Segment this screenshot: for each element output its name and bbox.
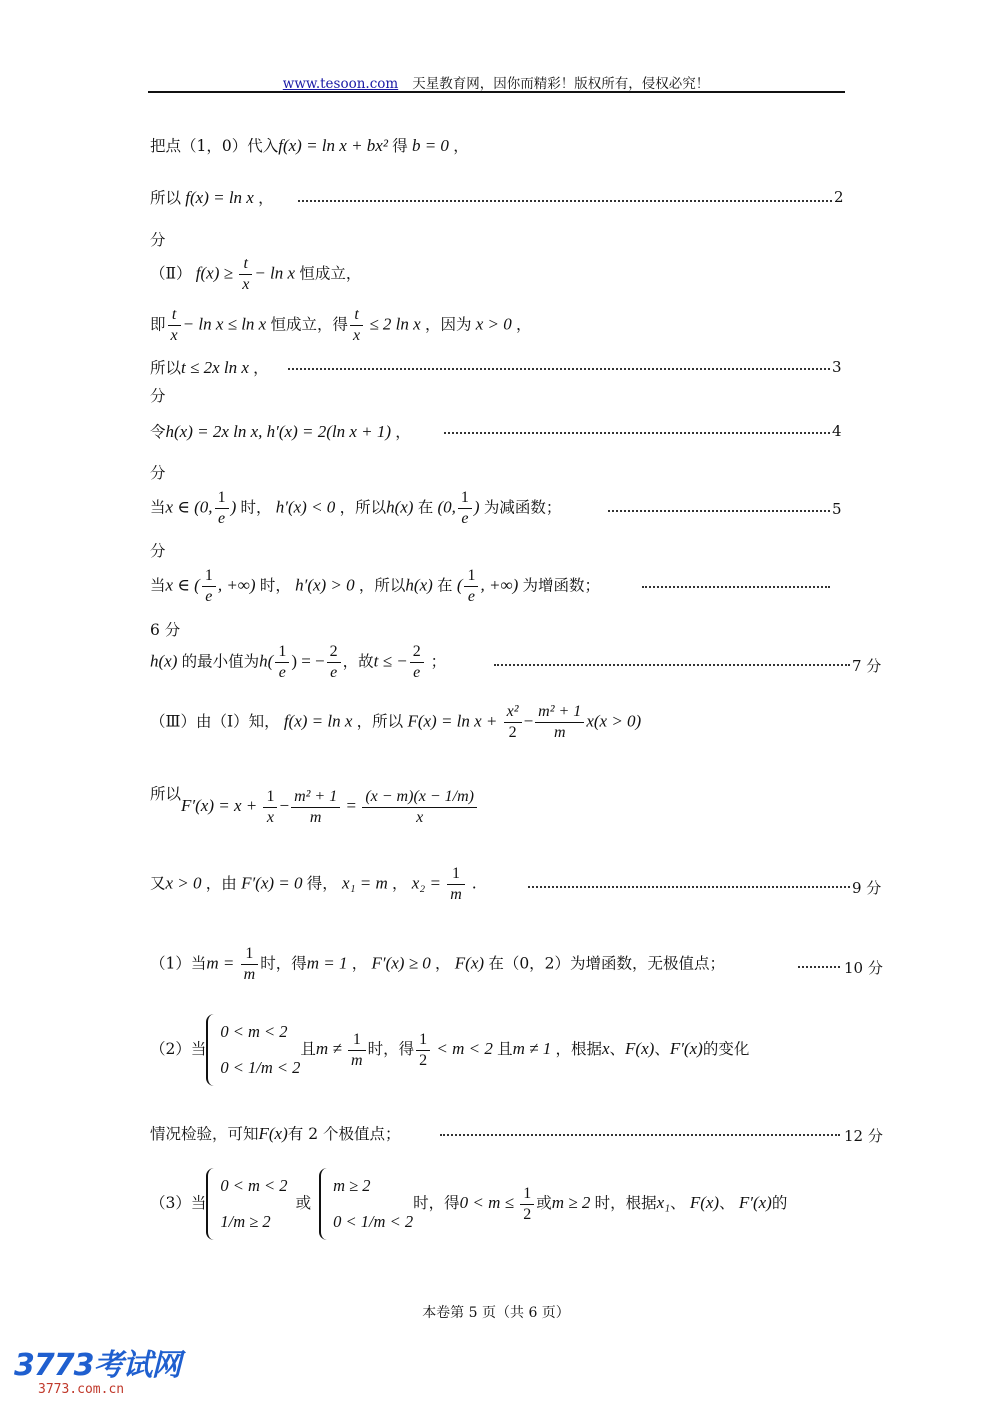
line-11: 分 xyxy=(150,542,166,560)
text: ，因为 xyxy=(424,315,472,334)
math-text: e xyxy=(278,664,286,681)
math-text: x xyxy=(242,276,250,293)
math-text: m xyxy=(243,966,256,983)
math-text: 1 xyxy=(458,488,472,509)
math-text: m xyxy=(450,886,462,903)
math-text: h(x) xyxy=(150,651,182,671)
math-text: x xyxy=(352,327,361,344)
page-header xyxy=(0,72,992,92)
math-text: = xyxy=(342,796,361,815)
text: ，由 xyxy=(205,874,237,893)
math-text xyxy=(202,566,216,607)
text: 的变化 xyxy=(702,1040,750,1058)
text: ； xyxy=(425,652,447,671)
text: 在 xyxy=(417,498,434,517)
line-7: 分 xyxy=(150,387,166,405)
math-text: 1 xyxy=(520,1184,534,1205)
text: ， xyxy=(258,189,274,207)
text: 恒成立， xyxy=(299,264,362,283)
text: ， xyxy=(516,315,532,334)
math-text: 0 < 1/m < 2 xyxy=(333,1212,414,1231)
math-text: , +∞) xyxy=(217,575,260,595)
line-2 xyxy=(150,186,274,208)
dot-leader xyxy=(444,432,830,434)
math-text: 1 xyxy=(416,1030,430,1051)
text: ，根据 xyxy=(555,1040,602,1058)
text: ，故 xyxy=(342,652,374,671)
text: 又 xyxy=(150,874,166,893)
text: （Ⅲ）由（Ⅰ）知， xyxy=(150,712,280,731)
text: （3）当 xyxy=(150,1194,207,1212)
math-text: x₂ = xyxy=(407,873,446,893)
line-14 xyxy=(150,642,446,683)
math-text xyxy=(215,488,229,529)
line-3: 分 xyxy=(150,231,166,249)
text: 在 xyxy=(437,576,453,595)
math-text: h( xyxy=(259,651,274,671)
score-mark: 2 xyxy=(834,188,844,206)
page-footer: 本卷第 5 页（共 6 页） xyxy=(422,1305,570,1321)
math-text: e xyxy=(413,664,421,681)
math-text: m ≥ 2 xyxy=(551,1193,595,1212)
math-text: 1 xyxy=(275,642,289,663)
line-8 xyxy=(150,420,411,442)
math-text: m ≠ xyxy=(315,1039,347,1058)
math-text: m² + 1 xyxy=(291,787,340,808)
math-text xyxy=(458,488,472,529)
text: 、 xyxy=(670,1194,686,1212)
math-text: x xyxy=(601,1039,610,1058)
math-text: f(x) = ln x xyxy=(181,188,259,207)
math-text xyxy=(241,944,259,985)
math-text: h′(x) < 0 xyxy=(271,497,340,517)
text: 或 xyxy=(295,1194,312,1212)
case-brace xyxy=(319,1168,413,1240)
logo-url: 3773.com.cn xyxy=(38,1382,125,1397)
math-text xyxy=(263,787,277,828)
text: 时，根据 xyxy=(594,1194,657,1212)
math-text xyxy=(447,864,465,905)
math-text xyxy=(520,1184,534,1225)
math-text: 0 < m ≤ xyxy=(459,1193,519,1212)
dot-leader xyxy=(298,200,832,202)
text: 恒成立，得 xyxy=(270,315,348,334)
line-15 xyxy=(150,702,641,743)
math-text: t xyxy=(168,305,181,326)
math-text: ( xyxy=(452,575,463,595)
text: 时，得 xyxy=(260,954,307,973)
math-text xyxy=(410,642,424,683)
dot-leader xyxy=(608,510,830,512)
math-text xyxy=(416,1030,430,1071)
line-21 xyxy=(150,1168,787,1240)
score-mark: 10 分 xyxy=(844,959,883,977)
math-text: < m < 2 xyxy=(432,1039,498,1058)
text: 、 xyxy=(654,1040,670,1058)
site-logo[interactable] xyxy=(14,1340,181,1397)
line-13: 6 分 xyxy=(150,621,181,639)
text: 令 xyxy=(150,423,166,441)
score-mark: 5 xyxy=(832,500,842,518)
text: ，所以 xyxy=(358,576,406,595)
text: （1）当 xyxy=(150,954,207,973)
text: 为增函数； xyxy=(522,576,601,595)
math-text: 1/m ≥ 2 xyxy=(220,1212,271,1231)
math-text: h′(x) > 0 xyxy=(290,575,359,595)
text: ， xyxy=(453,137,469,155)
math-text xyxy=(319,1168,331,1240)
math-text: m xyxy=(351,1051,363,1069)
text: 所以 xyxy=(150,785,182,803)
score-mark: 7 分 xyxy=(852,657,882,675)
dot-leader xyxy=(798,966,840,968)
text: ， xyxy=(395,423,411,441)
text: 且 xyxy=(300,1040,316,1058)
math-text: e xyxy=(461,510,469,527)
math-text xyxy=(348,1030,366,1071)
text: 得， xyxy=(306,874,338,893)
text: ， xyxy=(435,954,451,973)
dot-leader xyxy=(288,368,830,370)
math-text xyxy=(504,702,522,743)
math-text: F′(x) = 0 xyxy=(236,873,307,893)
line-18 xyxy=(150,944,725,985)
math-text: x > 0 xyxy=(165,873,206,893)
math-text: 1 xyxy=(464,566,478,587)
math-text: x ∈ (0, xyxy=(165,497,213,517)
text: . xyxy=(466,874,477,893)
dot-leader xyxy=(642,586,830,588)
text: 得 xyxy=(392,137,408,155)
math-text xyxy=(239,254,252,295)
math-text: − ln x ≤ ln x xyxy=(182,314,271,334)
text: 把点（1，0）代入 xyxy=(150,137,279,155)
text: 或 xyxy=(536,1194,552,1212)
line-9: 分 xyxy=(150,464,166,482)
math-text: h(x) xyxy=(386,497,418,517)
math-text: t ≤ 2x ln x xyxy=(181,358,254,377)
math-text: 2 xyxy=(410,642,424,663)
math-text: ) xyxy=(230,497,241,517)
math-text: F′(x) xyxy=(669,1039,703,1058)
math-text: F(x) xyxy=(625,1039,655,1058)
math-text: f(x) = ln x + bx² xyxy=(278,136,393,155)
math-text: F′(x) xyxy=(734,1193,772,1212)
math-text: x > 0 xyxy=(471,314,516,334)
text: 时， xyxy=(240,498,272,517)
math-text: x₁ xyxy=(656,1193,671,1212)
math-text xyxy=(535,702,584,743)
line-19 xyxy=(150,1014,749,1086)
text: ， xyxy=(392,874,408,893)
math-text: e xyxy=(205,588,213,605)
math-text: F(x) xyxy=(685,1193,720,1212)
math-text: e xyxy=(218,510,226,527)
text: 且 xyxy=(497,1040,513,1058)
text: 在（0，2）为增函数，无极值点； xyxy=(488,954,726,973)
math-text: − xyxy=(523,711,534,731)
score-mark: 9 分 xyxy=(852,879,882,897)
math-text: b = 0 xyxy=(407,136,454,155)
math-text: , +∞) xyxy=(480,575,523,595)
text: 、 xyxy=(609,1040,626,1058)
math-text: 2 xyxy=(327,642,341,663)
text: 时， xyxy=(259,576,291,595)
dot-leader xyxy=(528,886,850,888)
header-rule xyxy=(148,91,845,93)
line-12 xyxy=(150,566,600,607)
text: 所以 xyxy=(150,189,182,207)
text: 情况检验，可知 xyxy=(150,1125,259,1143)
math-text: 0 < m < 2 xyxy=(220,1022,288,1041)
text: 、 xyxy=(719,1194,735,1212)
math-text: 2 xyxy=(419,1051,428,1069)
score-mark: 12 分 xyxy=(844,1127,883,1145)
math-text: x(x > 0) xyxy=(586,711,642,731)
text: ，所以 xyxy=(339,498,387,517)
math-text: 1 xyxy=(241,944,259,965)
line-4 xyxy=(150,254,361,295)
math-text: − ln x xyxy=(254,263,300,283)
line-16 xyxy=(150,782,479,828)
math-text: F(x) = ln x + xyxy=(403,711,502,731)
line-17 xyxy=(150,864,477,905)
dot-leader xyxy=(440,1134,840,1136)
line-10 xyxy=(150,488,561,529)
math-text: f(x) = ln x xyxy=(279,711,357,731)
math-text xyxy=(291,787,340,828)
case-brace xyxy=(206,1014,300,1086)
math-text: 2 xyxy=(523,1205,532,1223)
math-text: (0, xyxy=(433,497,456,517)
math-text: m² + 1 xyxy=(535,702,584,723)
math-text: (x − m)(x − 1/m) xyxy=(362,787,477,808)
math-text: F′(x) = x + xyxy=(181,796,262,815)
math-text: F′(x) ≥ 0 xyxy=(367,953,436,973)
math-text: m ≠ 1 xyxy=(512,1039,556,1058)
text: ， xyxy=(351,954,368,973)
math-text: h(x) xyxy=(405,575,438,595)
case-brace xyxy=(206,1168,287,1240)
math-text xyxy=(206,1014,218,1086)
math-text: 0 < m < 2 xyxy=(220,1176,288,1195)
math-text: m = xyxy=(206,953,239,973)
text: 的最小值为 xyxy=(181,652,260,671)
math-text: ) xyxy=(473,497,484,517)
math-text: t ≤ − xyxy=(373,651,408,671)
text: 时，得 xyxy=(367,1040,415,1058)
math-text: m xyxy=(553,724,566,741)
math-text: − xyxy=(279,796,290,815)
text: 有 2 个极值点； xyxy=(287,1125,401,1143)
site-link[interactable]: www.tesoon.com xyxy=(282,76,399,92)
math-text: t xyxy=(239,254,252,275)
line-1 xyxy=(150,134,469,156)
math-text: m ≥ 2 xyxy=(333,1176,371,1195)
math-text: 1 xyxy=(202,566,216,587)
text: 的 xyxy=(771,1194,788,1212)
math-text: x₁ = m xyxy=(337,873,392,893)
header-slogan: 天星教育网，因你而精彩！版权所有，侵权必究！ xyxy=(412,76,710,92)
math-text xyxy=(206,1168,218,1240)
text: （Ⅱ） xyxy=(150,264,192,283)
text: ， xyxy=(253,359,269,377)
text: ，所以 xyxy=(356,712,404,731)
math-text: ≤ 2 ln x xyxy=(365,314,425,334)
math-text: F(x) xyxy=(258,1124,288,1143)
line-5 xyxy=(150,305,532,346)
line-20 xyxy=(150,1122,401,1144)
math-text: 1 xyxy=(263,787,277,808)
math-text: e xyxy=(467,588,476,605)
math-text xyxy=(168,305,181,346)
text: 所以 xyxy=(150,359,182,377)
math-text xyxy=(275,642,289,683)
math-text: x xyxy=(170,327,178,344)
math-text: x ∈ ( xyxy=(165,575,200,595)
math-text: m xyxy=(309,808,322,826)
math-text: 1 xyxy=(447,864,465,885)
text: 为减函数； xyxy=(483,498,562,517)
math-text: x xyxy=(416,808,424,826)
logo-text: 3773考试网 xyxy=(14,1348,181,1383)
math-text: 1 xyxy=(215,488,229,509)
math-text xyxy=(464,566,478,607)
text: 当 xyxy=(150,576,166,595)
math-text xyxy=(362,787,477,828)
math-text: F(x) xyxy=(450,953,489,973)
math-text xyxy=(327,642,341,683)
math-text: m = 1 xyxy=(306,953,352,973)
math-text: 1 xyxy=(348,1030,366,1051)
dot-leader xyxy=(494,664,850,666)
math-text xyxy=(350,305,363,346)
text: （2）当 xyxy=(150,1040,207,1058)
score-mark: 4 xyxy=(832,422,842,440)
text: 当 xyxy=(150,498,166,517)
math-text: x² xyxy=(504,702,522,723)
math-text: 0 < 1/m < 2 xyxy=(220,1058,301,1077)
math-text: 2 xyxy=(508,724,517,741)
math-text: x xyxy=(266,808,275,826)
math-text: t xyxy=(350,305,363,326)
math-text: h(x) = 2x ln x, h′(x) = 2(ln x + 1) xyxy=(165,422,396,441)
text: 即 xyxy=(150,315,166,334)
text: 时，得 xyxy=(413,1194,460,1212)
math-text: ) = − xyxy=(291,651,325,671)
math-text: f(x) ≥ xyxy=(191,263,238,283)
math-text: e xyxy=(330,664,338,681)
score-mark: 3 xyxy=(832,358,842,376)
line-6 xyxy=(150,356,269,378)
